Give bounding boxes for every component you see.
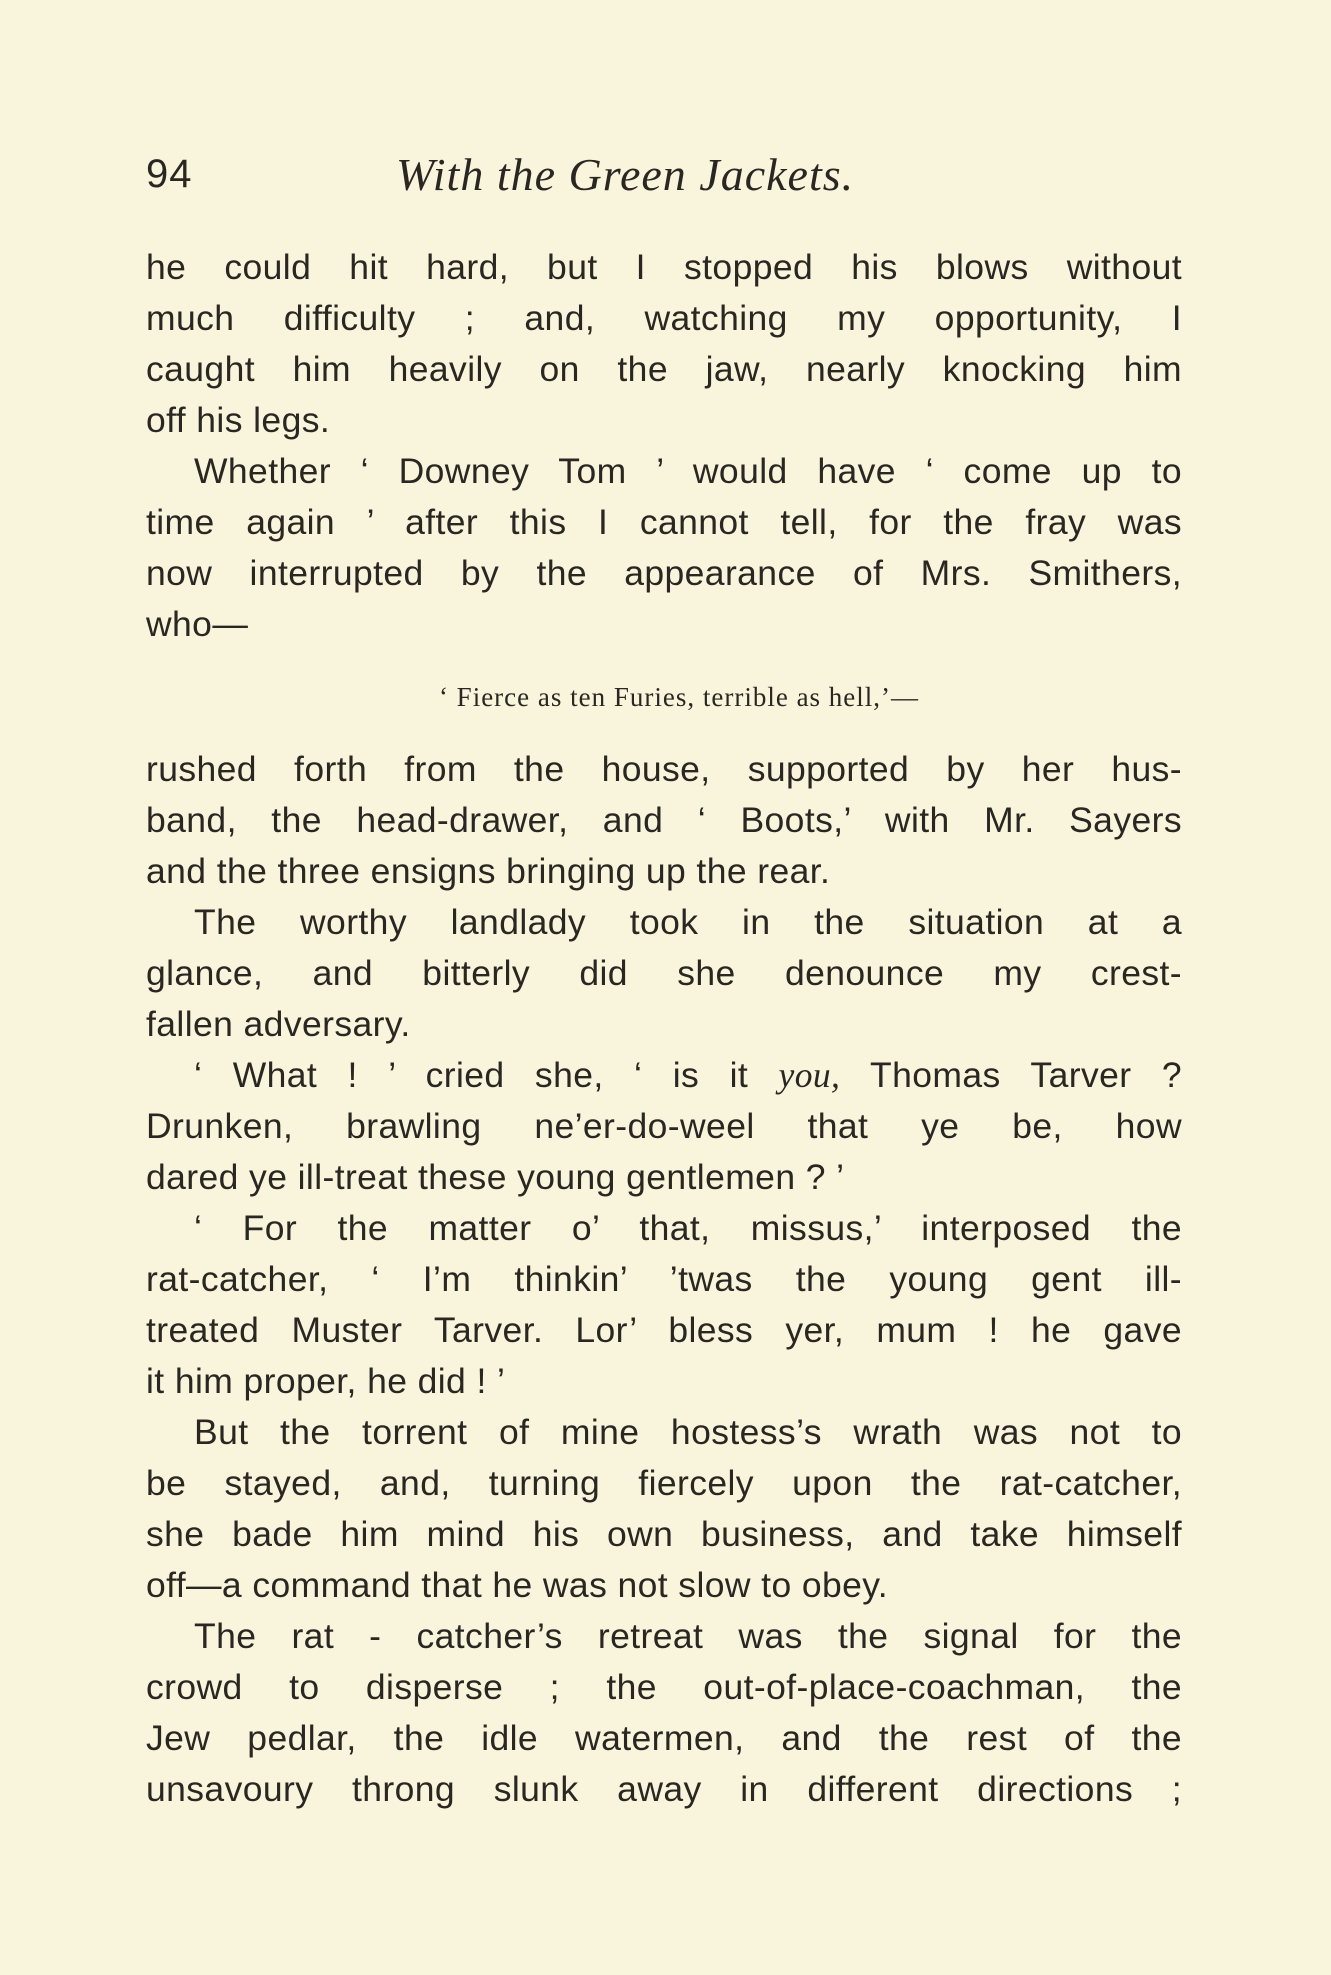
text-line: off—a command that he was not slow to obey. [146,1565,889,1605]
text-line: Drunken, brawling ne’er-do-weel that ye be, how [146,1106,1182,1146]
text-line: he could hit hard, but I stopped his blows without [146,247,1182,287]
text-line: band, the head-drawer, and ‘ Boots,’ with Mr. Sayers [146,800,1182,840]
text-line: dared ye ill-treat these young gentlemen ? ’ [146,1157,845,1197]
text-line: it him proper, he did ! ’ [146,1361,506,1401]
body-text [146,242,1182,1815]
text-line [146,1050,1182,1101]
text-line: and the three ensigns bringing up the rear. [146,851,831,891]
text-segment: ‘ What ! ’ cried she, ‘ is it [194,1055,749,1095]
text-line: The rat - catcher’s retreat was the signal for the [194,1616,1182,1656]
running-title: With the Green Jackets. [396,149,855,200]
text-line: crowd to disperse ; the out-of-place-coachman, the [146,1667,1182,1707]
text-line: be stayed, and, turning fiercely upon the rat-catcher, [146,1463,1182,1503]
text-line: now interrupted by the appearance of Mrs. Smithers, [146,553,1182,593]
italic-emphasis: you, [778,1055,841,1095]
text-line: Whether ‘ Downey Tom ’ would have ‘ come up to [194,451,1182,491]
text-line: rushed forth from the house, supported by her hus- [146,749,1182,789]
page-number: 94 [146,152,193,196]
text-line: unsavoury throng slunk away in different directions ; [146,1769,1182,1809]
text-line: much difficulty ; and, watching my opportunity, I [146,298,1182,338]
text-line: The worthy landlady took in the situation at a [194,902,1182,942]
text-line: who— [146,604,249,644]
running-head [146,148,1182,212]
verse-quote: ‘ Fierce as ten Furies, terrible as hell,’— [438,682,920,712]
text-segment: Thomas Tarver ? [870,1055,1183,1095]
text-line: But the torrent of mine hostess’s wrath was not to [194,1412,1182,1452]
text-line: fallen adversary. [146,1004,411,1044]
text-line: Jew pedlar, the idle watermen, and the rest of the [146,1718,1182,1758]
book-page [146,148,1182,1815]
text-line: caught him heavily on the jaw, nearly knocking him [146,349,1182,389]
text-line: off his legs. [146,400,331,440]
text-line: rat-catcher, ‘ I’m thinkin’ ’twas the young gent ill- [146,1259,1182,1299]
text-line: treated Muster Tarver. Lor’ bless yer, mum ! he gave [146,1310,1182,1350]
text-line: time again ’ after this I cannot tell, for the fray was [146,502,1182,542]
text-line: ‘ For the matter o’ that, missus,’ interposed the [194,1208,1182,1248]
text-line: glance, and bitterly did she denounce my crest- [146,953,1182,993]
text-line: she bade him mind his own business, and take himself [146,1514,1182,1554]
